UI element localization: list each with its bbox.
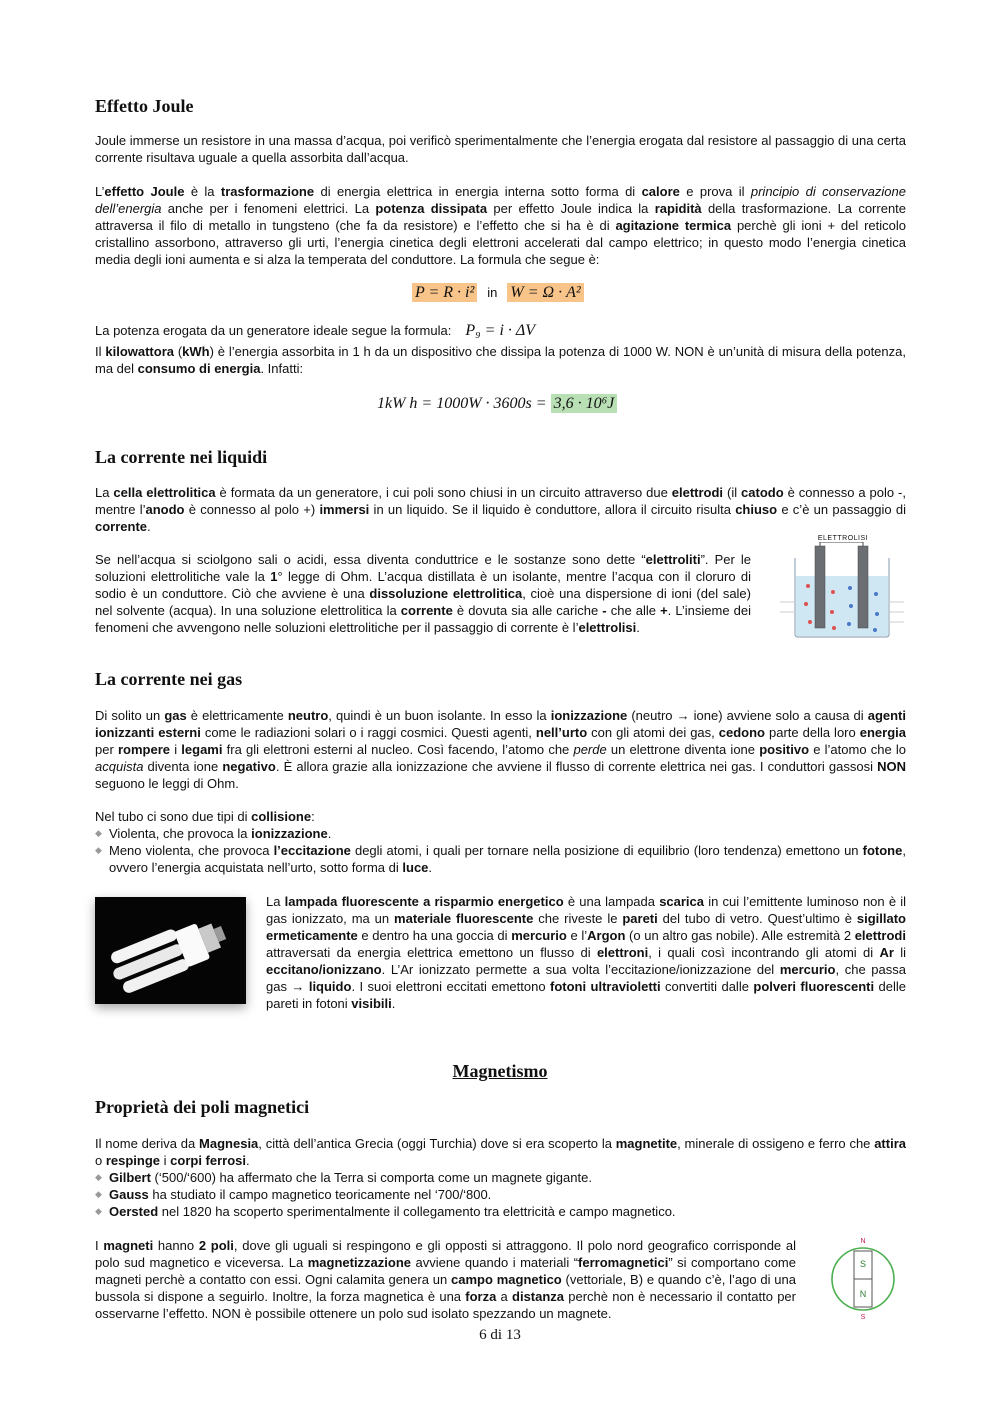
pole-label-top: N <box>860 1238 866 1245</box>
pole-label-bottom: S <box>860 1314 866 1321</box>
magnetism-block <box>95 1135 906 1220</box>
paragraph: Nel tubo ci sono due tipi di collisione: <box>95 809 315 824</box>
paragraph: La lampada fluorescente a risparmio energetico è una lampada scarica in cui l’emittente luminoso non è il gas ionizzato, ma un materiale fluorescente che riveste le pareti del tubo di vetro. Quest’ultimo è sigillato ermeticamente e dentro ha una goccia di mercurio e l’Argon (o un altro gas nobile). Alle estremità 2 elettrodi attraversati da energia elettrica emettono un flusso di elettroni, i quali così incontrando gli atomi di Ar li eccitano/ionizzano. L’Ar ionizzato permette a sua volta l’eccitazione/ionizzazione del mercurio, che passa gas → liquido. I suoi elettroni eccitati emettono fotoni ultravioletti convertiti dalle polveri fluorescenti delle pareti in fotoni visibili. <box>266 894 907 1011</box>
paragraph: L’effetto Joule è la trasformazione di energia elettrica in energia interna sotto forma di calore e prova il principio di conservazione dell’energia anche per i fenomeni elettrici. La potenza dissipata per effetto Joule indica la rapidità della trasformazione. La corrente attraversa il filo di metallo in tungsteno (che fa da resistore) e l’effetto che si ha è di agitazione termica perchè gli ioni + del reticolo cristallino assorbono, attraverso gli urti, l’energia cinetica degli elettroni accelerati dal campo elettrico; in questo modo l’energia cinetica media degli ioni aumenta e si alza la temperata del conduttore. La formula che segue è: <box>95 184 907 267</box>
section-title-joule: Effetto Joule <box>95 96 194 116</box>
paragraph: Se nell’acqua si sciolgono sali o acidi, essa diventa conduttrice e le sostanze sono dette “elettroliti”. Per le soluzioni elettrolitiche vale la 1° legge di Ohm. L’acqua distillata è un isolante, mentre l’acqua con il cloruro di sodio è un conduttore. Ciò che avviene è una dissoluzione elettrolitica, cioè una dispersione di ioni (del sale) nel solvente (acqua). In una soluzione elettrolitica la corrente è dovuta sia alle cariche - che alle +. L’insieme dei fenomeni che avvengono nelle soluzioni elettrolitiche per il passaggio di corrente è l’elettrolisi. <box>95 552 752 635</box>
collision-list <box>95 825 906 876</box>
paragraph: I magneti hanno 2 poli, dove gli uguali si respingono e gli opposti si attraggono. Il polo nord geografico corrisponde al polo sud magnetico e viceversa. La magnetizzazione avviene quando i materiali “ferromagnetici” si comportano come magneti perchè a contatto con essi. Ogni calamita genera un campo magnetico (vettoriale, B) e quando c’è, l’ago di una bussola si dispone a seguirlo. Inoltre, la forza magnetica è una forza a distanza perchè non è necessario il contatto per osservarne l’effetto. NON è possibile ottenere un polo sud isolato spezzando un magnete. <box>95 1238 797 1321</box>
paragraph: La cella elettrolitica è formata da un generatore, i cui poli sono chiusi in un circuito attraverso due elettrodi (il catodo è connesso a polo -, mentre l’anodo è connesso al polo +) immersi in un liquido. Se il liquido è conduttore, allora il circuito risulta chiuso e c’è un passaggio di corrente. <box>95 485 906 534</box>
paragraph: Joule immerse un resistore in una massa d’acqua, poi verificò sperimentalmente che l’energia erogata dal resistore al passaggio di una certa corrente risultava uguale a quella assorbita dall’acqua. <box>95 133 906 165</box>
chapter-title: Magnetismo <box>452 1061 548 1081</box>
electrolysis-figure <box>778 535 908 640</box>
list-item: ◆ Gauss ha studiato il campo magnetico teoricamente nel ‘700/‘800. <box>95 1186 906 1203</box>
list-item: ◆ Gilbert (‘500/‘600) ha affermato che la Terra si comporta come un magnete gigante. <box>95 1169 906 1186</box>
formula-generator: P₉ = i · ΔV <box>465 322 536 339</box>
paragraph: La potenza erogata da un generatore ideale segue la formula: P₉ = i · ΔV <box>95 322 536 339</box>
kwh-result: 3,6 · 10⁶J <box>551 394 618 413</box>
magnet-pole-n: N <box>859 1289 867 1299</box>
electrolysis-diagram <box>778 542 908 638</box>
figure-title: ELETTROLISI <box>817 535 869 542</box>
fluorescent-lamp-image <box>95 897 246 1004</box>
page-number: 6 di 13 <box>479 1327 521 1343</box>
section-title-gas: La corrente nei gas <box>95 669 243 689</box>
paragraph: Di solito un gas è elettricamente neutro, quindi è un buon isolante. In esso la ionizzazione (neutro → ione) avviene solo a causa di agenti ionizzanti esterni come le radiazioni solari o i raggi cosmici. Questi agenti, nell’urto con gli atomi dei gas, cedono parte della loro energia per rompere i legami fra gli elettroni esterni al nucleo. Così facendo, l’atomo che perde un elettrone diventa ione positivo e l’atomo che lo acquista diventa ione negativo. È allora grazie alla ionizzazione che avviene il flusso di corrente elettrica nei gas. I conduttori gassosi NON seguono le leggi di Ohm. <box>95 708 907 791</box>
section-title-liquidi: La corrente nei liquidi <box>95 447 268 467</box>
kwh-formula: 1kW h = 1000W · 3600s = 3,6 · 10⁶J <box>377 395 617 413</box>
formula-connector: in <box>487 285 498 300</box>
list-item: ◆ Oersted nel 1820 ha scoperto sperimentalmente il collegamento tra elettricità e campo magnetico. <box>95 1203 906 1220</box>
formula-units: W = Ω · A² <box>507 283 583 302</box>
collision-block <box>95 808 906 876</box>
joule-formulas <box>412 284 584 302</box>
list-item: ◆ Meno violenta, che provoca l’eccitazione degli atomi, i quali per tornare nella posizione di equilibrio (loro tendenza) emettono un fotone, ovvero l’energia acquistata nell’urto, sotto forma di luce. <box>95 842 906 876</box>
paragraph: Il kilowattora (kWh) è l’energia assorbita in 1 h da un dispositivo che dissipa la potenza di 1000 W. NON è un’unità di misura della potenza, ma del consumo di energia. Infatti: <box>95 344 906 376</box>
magnet-diagram <box>828 1235 898 1321</box>
section-title-poli: Proprietà dei poli magnetici <box>95 1097 310 1117</box>
paragraph: Il nome deriva da Magnesia, città dell’antica Grecia (oggi Turchia) dove si era scoperto la magnetite, minerale di ossigeno e ferro che attira o respinge i corpi ferrosi. <box>95 1136 906 1168</box>
list-item: ◆ Violenta, che provoca la ionizzazione. <box>95 825 906 842</box>
magnet-pole-s: S <box>859 1259 867 1269</box>
scientists-list <box>95 1169 906 1220</box>
formula-power: P = R · i² <box>412 283 477 302</box>
